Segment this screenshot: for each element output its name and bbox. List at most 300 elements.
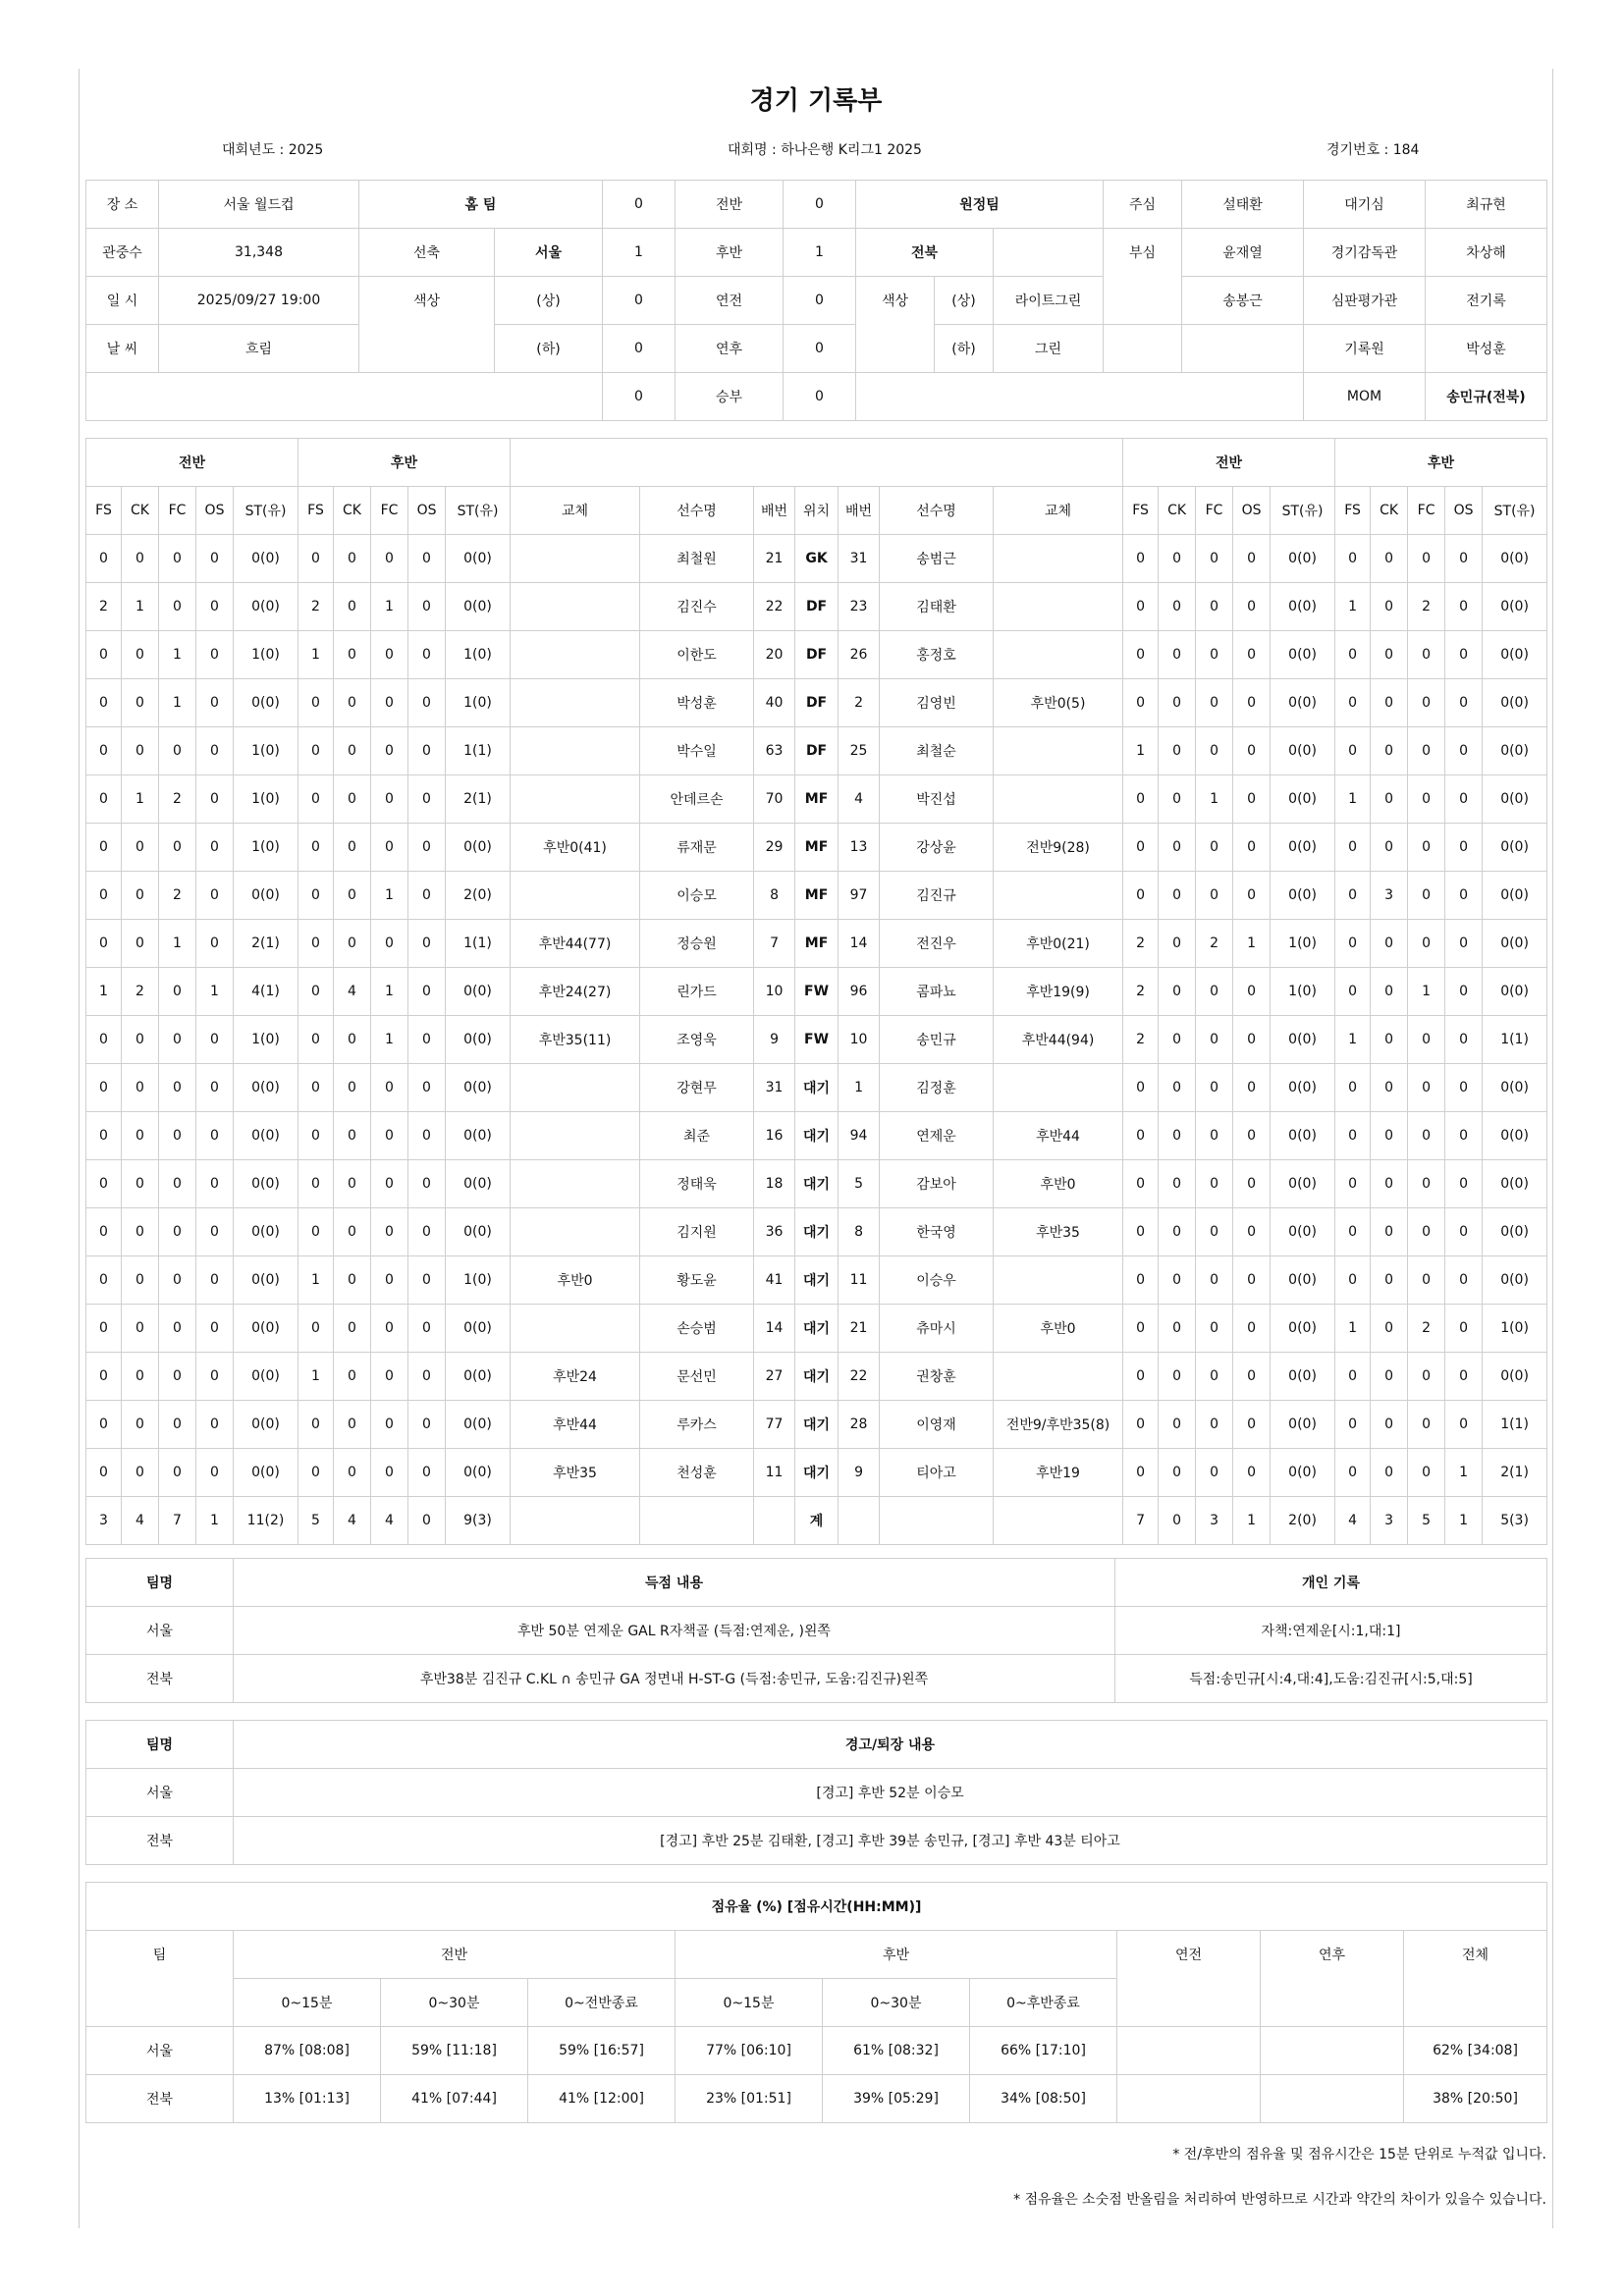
away-second-half-stat: 0 [1408, 824, 1445, 872]
away-player-name: 콤파뇨 [880, 968, 994, 1016]
stat-col-header: CK [122, 487, 159, 535]
home-first-half-stat: 0(0) [234, 872, 298, 920]
p3-label: 연전 [676, 277, 784, 325]
home-player-name: 이승모 [640, 872, 754, 920]
stat-col-header: FS [1123, 487, 1159, 535]
p3-home: 0 [603, 277, 676, 325]
home-second-half-stat: 1(0) [446, 631, 511, 679]
away-second-half-stat: 5(3) [1483, 1497, 1547, 1545]
player-row [86, 631, 1547, 679]
home-first-half-stat: 0 [196, 679, 234, 727]
away-second-half-stat: 1 [1445, 1449, 1483, 1497]
possession-value [1261, 2027, 1404, 2075]
away-player-number: 26 [839, 631, 880, 679]
away-first-half-stat: 0 [1159, 1449, 1196, 1497]
home-first-half-stat: 2 [122, 968, 159, 1016]
venue-label: 장 소 [86, 181, 159, 229]
home-first-half-stat: 0 [86, 920, 122, 968]
away-first-half-stat: 0 [1123, 679, 1159, 727]
home-second-half-stat: 0 [371, 1449, 408, 1497]
possession-value: 38% [20:50] [1404, 2075, 1547, 2123]
home-second-half-stat: 0 [408, 775, 446, 824]
possession-value: 59% [11:18] [381, 2027, 528, 2075]
stat-col-header: FC [371, 487, 408, 535]
home-substitution [511, 535, 640, 583]
home-substitution [511, 1497, 640, 1545]
home-first-half-stat: 0 [196, 1064, 234, 1112]
away-second-half-stat: 0 [1408, 1256, 1445, 1305]
home-first-half-stat: 0 [196, 1112, 234, 1160]
home-substitution [511, 872, 640, 920]
home-player-name: 강현무 [640, 1064, 754, 1112]
home-first-half-stat: 0 [122, 1256, 159, 1305]
home-first-half-stat: 0 [196, 1449, 234, 1497]
home-second-half-stat: 0 [408, 1208, 446, 1256]
home-first-half-stat: 0(0) [234, 535, 298, 583]
home-first-half-stat: 2 [86, 583, 122, 631]
away-second-half-stat: 0 [1371, 1112, 1408, 1160]
possession-sub-header: 0~후반종료 [970, 1979, 1117, 2027]
match-record-page [79, 69, 1553, 2228]
home-first-half-stat: 0 [86, 775, 122, 824]
player-row [86, 1160, 1547, 1208]
away-player-name: 김태환 [880, 583, 994, 631]
possession-sub-header: 0~15분 [676, 1979, 823, 2027]
home-second-half-stat: 0 [298, 872, 334, 920]
meta-year: 대회년도 : 2025 [222, 142, 324, 158]
home-first-half-stat: 0 [159, 1401, 196, 1449]
possession-row [86, 2027, 1547, 2075]
possession-value: 41% [07:44] [381, 2075, 528, 2123]
away-second-half-stat: 0 [1335, 1208, 1371, 1256]
away-second-half-stat: 0 [1445, 920, 1483, 968]
away-substitution: 전반9/후반35(8) [994, 1401, 1123, 1449]
home-player-name: 안데르손 [640, 775, 754, 824]
p1-label: 전반 [676, 181, 784, 229]
home-first-half-stat: 0 [159, 535, 196, 583]
away-second-half-stat: 0 [1371, 1064, 1408, 1112]
home-player-number: 16 [754, 1112, 795, 1160]
away-substitution [994, 1064, 1123, 1112]
away-player-number: 97 [839, 872, 880, 920]
possession-sub-header: 0~30분 [823, 1979, 970, 2027]
home-first-half-stat: 1(0) [234, 631, 298, 679]
away-player-name: 김진규 [880, 872, 994, 920]
goals-team-header: 팀명 [86, 1559, 234, 1607]
home-player-number: 7 [754, 920, 795, 968]
home-player-number: 21 [754, 535, 795, 583]
away-first-half-stat: 0 [1233, 1064, 1271, 1112]
date: 2025/09/27 19:00 [159, 277, 359, 325]
away-first-half-stat: 0(0) [1271, 775, 1335, 824]
possession-et1-header: 연전 [1117, 1931, 1261, 2027]
position: FW [795, 968, 839, 1016]
home-second-half-stat: 4 [334, 1497, 371, 1545]
home-second-half-stat: 0 [298, 968, 334, 1016]
away-second-half-stat: 0 [1445, 535, 1483, 583]
away-player-name: 전진우 [880, 920, 994, 968]
away-first-half-stat: 0 [1159, 1208, 1196, 1256]
away-first-half-stat: 0 [1233, 775, 1271, 824]
away-player-name: 송민규 [880, 1016, 994, 1064]
away-lower: 그린 [994, 325, 1104, 373]
away-second-half-stat: 0 [1408, 1208, 1445, 1256]
away-second-half-stat: 0(0) [1483, 824, 1547, 872]
home-player-number: 29 [754, 824, 795, 872]
away-first-half-stat: 0 [1159, 1305, 1196, 1353]
home-substitution [511, 583, 640, 631]
possession-total-header: 전체 [1404, 1931, 1547, 2027]
home-first-half-stat: 0 [196, 1160, 234, 1208]
super: 차상해 [1426, 229, 1547, 277]
home-second-half-stat: 0 [371, 1353, 408, 1401]
date-label: 일 시 [86, 277, 159, 325]
home-second-half-stat: 0 [334, 679, 371, 727]
away-first-half-stat: 0 [1159, 679, 1196, 727]
away-first-half-stat: 0(0) [1271, 679, 1335, 727]
p2-label: 후반 [676, 229, 784, 277]
center-header-blank [511, 439, 1123, 487]
away-first-half-stat: 0 [1196, 1112, 1233, 1160]
home-first-half-stat: 0(0) [234, 583, 298, 631]
away-second-half-stat: 0 [1445, 679, 1483, 727]
home-player-name: 류재문 [640, 824, 754, 872]
away-first-half-stat: 0 [1196, 1016, 1233, 1064]
away-second-half-stat: 0 [1335, 727, 1371, 775]
home-first-half-stat: 0 [122, 1064, 159, 1112]
home-second-half-stat: 1(1) [446, 920, 511, 968]
home-player-number: 31 [754, 1064, 795, 1112]
position: 대기 [795, 1064, 839, 1112]
away-second-half-stat: 0 [1335, 1256, 1371, 1305]
home-second-half-stat: 0 [298, 1016, 334, 1064]
away-second-half-stat: 0 [1371, 583, 1408, 631]
home-first-half-stat: 0(0) [234, 1305, 298, 1353]
weather: 흐림 [159, 325, 359, 373]
possession-value: 87% [08:08] [234, 2027, 381, 2075]
away-second-half-stat: 0(0) [1483, 1064, 1547, 1112]
home-first-half-stat: 0 [122, 1208, 159, 1256]
home-second-half-stat: 0(0) [446, 1305, 511, 1353]
stat-col-header: ST(유) [234, 487, 298, 535]
away-second-half-stat: 0 [1445, 1305, 1483, 1353]
away-substitution: 후반19 [994, 1449, 1123, 1497]
away-second-half-stat: 0(0) [1483, 535, 1547, 583]
home-player-number: 9 [754, 1016, 795, 1064]
away-first-half-stat: 0(0) [1271, 1305, 1335, 1353]
p4-label: 연후 [676, 325, 784, 373]
home-second-half-header: 후반 [298, 439, 511, 487]
home-second-half-stat: 0 [408, 727, 446, 775]
possession-et2-header: 연후 [1261, 1931, 1404, 2027]
home-second-half-stat: 5 [298, 1497, 334, 1545]
note-1: * 전/후반의 점유율 및 점유시간은 15분 단위로 누적값 입니다. [1172, 2147, 1546, 2163]
away-substitution: 후반19(9) [994, 968, 1123, 1016]
away-first-half-stat: 0 [1233, 968, 1271, 1016]
player-row [86, 1497, 1547, 1545]
position: DF [795, 631, 839, 679]
player-row [86, 1112, 1547, 1160]
away-second-half-stat: 2 [1408, 583, 1445, 631]
away-player-name: 연제운 [880, 1112, 994, 1160]
home-second-half-stat: 0 [298, 1064, 334, 1112]
home-second-half-stat: 1(1) [446, 727, 511, 775]
away-second-half-stat: 0 [1371, 1208, 1408, 1256]
home-first-half-stat: 0(0) [234, 1160, 298, 1208]
home-second-half-stat: 1 [298, 631, 334, 679]
away-second-half-stat: 0 [1408, 872, 1445, 920]
fourth-label: 대기심 [1304, 181, 1426, 229]
home-second-half-stat: 9(3) [446, 1497, 511, 1545]
away-substitution: 전반9(28) [994, 824, 1123, 872]
away-second-half-stat: 0(0) [1483, 920, 1547, 968]
away-substitution [994, 1256, 1123, 1305]
away-first-half-stat: 0 [1159, 1064, 1196, 1112]
possession-title: 점유율 (%) [점유시간(HH:MM)] [86, 1883, 1547, 1931]
away-first-half-stat: 0(0) [1271, 824, 1335, 872]
home-second-half-stat: 0 [298, 1208, 334, 1256]
cards-content: [경고] 후반 25분 김태환, [경고] 후반 39분 송민규, [경고] 후반 43분 티아고 [234, 1817, 1547, 1865]
home-player-number: 36 [754, 1208, 795, 1256]
home-first-half-stat: 0 [86, 631, 122, 679]
away-first-half-stat: 0 [1196, 1449, 1233, 1497]
away-second-half-stat: 2(1) [1483, 1449, 1547, 1497]
home-first-half-stat: 0 [196, 631, 234, 679]
home-first-half-stat: 0 [159, 727, 196, 775]
away-second-half-stat: 0 [1408, 1064, 1445, 1112]
goals-record: 득점:송민규[시:4,대:4],도움:김진규[시:5,대:5] [1115, 1655, 1547, 1703]
p4-away: 0 [784, 325, 856, 373]
away-first-half-stat: 0 [1159, 1353, 1196, 1401]
home-second-half-stat: 0(0) [446, 968, 511, 1016]
away-first-half-stat: 0 [1123, 583, 1159, 631]
home-second-half-stat: 4 [371, 1497, 408, 1545]
home-substitution [511, 679, 640, 727]
home-second-half-stat: 0 [408, 1449, 446, 1497]
home-first-half-stat: 0 [122, 1112, 159, 1160]
player-row [86, 679, 1547, 727]
away-second-half-stat: 5 [1408, 1497, 1445, 1545]
home-first-half-stat: 0 [196, 920, 234, 968]
home-second-half-stat: 0(0) [446, 583, 511, 631]
away-upper-label: (상) [935, 277, 994, 325]
away-second-half-stat: 1 [1408, 968, 1445, 1016]
away-player-name: 최철순 [880, 727, 994, 775]
away-first-half-stat: 0(0) [1271, 1401, 1335, 1449]
stat-col-header: FS [86, 487, 122, 535]
away-second-half-stat: 0 [1371, 679, 1408, 727]
away-second-half-stat: 0 [1408, 535, 1445, 583]
away-first-half-stat: 1 [1233, 1497, 1271, 1545]
home-second-half-stat: 0 [298, 1305, 334, 1353]
away-first-half-stat: 0 [1123, 775, 1159, 824]
away-first-half-stat: 2 [1123, 968, 1159, 1016]
position: 대기 [795, 1449, 839, 1497]
home-second-half-stat: 0 [371, 1305, 408, 1353]
away-second-half-stat: 0 [1335, 535, 1371, 583]
possession-value [1117, 2075, 1261, 2123]
away-first-half-stat: 0 [1196, 1256, 1233, 1305]
home-second-half-stat: 1 [298, 1353, 334, 1401]
eval-label: 심판평가관 [1304, 277, 1426, 325]
away-first-half-stat: 2(0) [1271, 1497, 1335, 1545]
away-first-half-stat: 1(0) [1271, 920, 1335, 968]
home-first-half-stat: 0 [159, 1064, 196, 1112]
away-first-half-stat: 0 [1233, 1401, 1271, 1449]
cards-team-header: 팀명 [86, 1721, 234, 1769]
position: GK [795, 535, 839, 583]
home-second-half-stat: 0(0) [446, 1208, 511, 1256]
kickoff-label: 선축 [359, 229, 495, 277]
cards-content-header: 경고/퇴장 내용 [234, 1721, 1547, 1769]
player-row [86, 583, 1547, 631]
home-first-half-stat: 0 [86, 1256, 122, 1305]
away-player-number: 10 [839, 1016, 880, 1064]
away-second-half-stat: 0(0) [1483, 1353, 1547, 1401]
away-first-half-stat: 0 [1123, 1353, 1159, 1401]
goals-content-header: 득점 내용 [234, 1559, 1115, 1607]
away-second-half-stat: 0 [1445, 631, 1483, 679]
away-second-half-stat: 0(0) [1483, 1208, 1547, 1256]
home-second-half-stat: 0 [334, 1112, 371, 1160]
away-substitution: 후반44 [994, 1112, 1123, 1160]
away-lower-label: (하) [935, 325, 994, 373]
p5-away: 0 [784, 373, 856, 421]
position: DF [795, 583, 839, 631]
weather-label: 날 씨 [86, 325, 159, 373]
home-second-half-stat: 0 [371, 1208, 408, 1256]
away-second-half-stat: 0(0) [1483, 679, 1547, 727]
home-second-half-stat: 0(0) [446, 824, 511, 872]
away-first-half-stat: 0 [1196, 679, 1233, 727]
away-first-half-stat: 0 [1233, 1353, 1271, 1401]
home-second-half-stat: 1 [371, 968, 408, 1016]
away-first-half-stat: 0(0) [1271, 1064, 1335, 1112]
possession-value [1261, 2075, 1404, 2123]
eval: 전기록 [1426, 277, 1547, 325]
home-first-half-stat: 0 [86, 1401, 122, 1449]
possession-sub-header: 0~15분 [234, 1979, 381, 2027]
player-header: 선수명 [880, 487, 994, 535]
position: MF [795, 920, 839, 968]
away-player-number: 5 [839, 1160, 880, 1208]
home-second-half-stat: 0 [334, 1401, 371, 1449]
home-second-half-stat: 0 [334, 920, 371, 968]
home-substitution [511, 727, 640, 775]
away-first-half-stat: 0 [1233, 872, 1271, 920]
p3-away: 0 [784, 277, 856, 325]
home-first-half-stat: 0 [159, 824, 196, 872]
home-player-name: 린가드 [640, 968, 754, 1016]
away-first-half-stat: 0 [1196, 1064, 1233, 1112]
home-substitution [511, 1160, 640, 1208]
away-first-half-stat: 0 [1196, 1160, 1233, 1208]
player-stats-table [85, 438, 1547, 1545]
home-second-half-stat: 0 [334, 631, 371, 679]
away-substitution: 후반0(5) [994, 679, 1123, 727]
goals-team: 전북 [86, 1655, 234, 1703]
position: 대기 [795, 1112, 839, 1160]
home-first-half-stat: 0(0) [234, 1256, 298, 1305]
possession-value: 59% [16:57] [528, 2027, 676, 2075]
home-second-half-stat: 0 [371, 775, 408, 824]
stat-col-header: OS [408, 487, 446, 535]
away-first-half-stat: 0 [1159, 1401, 1196, 1449]
away-player-name: 김영빈 [880, 679, 994, 727]
home-first-half-stat: 0 [86, 1353, 122, 1401]
away-player-number: 13 [839, 824, 880, 872]
home-second-half-stat: 0 [408, 1256, 446, 1305]
away-first-half-stat: 0 [1233, 1160, 1271, 1208]
away-second-half-stat: 0 [1335, 1449, 1371, 1497]
home-player-number: 18 [754, 1160, 795, 1208]
home-first-half-stat: 0(0) [234, 1064, 298, 1112]
away-second-half-stat: 1 [1335, 775, 1371, 824]
away-second-half-stat: 1 [1335, 1016, 1371, 1064]
home-player-name: 조영욱 [640, 1016, 754, 1064]
away-second-half-stat: 0 [1445, 1256, 1483, 1305]
home-second-half-stat: 0 [334, 1064, 371, 1112]
away-upper: 라이트그린 [994, 277, 1104, 325]
away-substitution [994, 1497, 1123, 1545]
away-first-half-stat: 0 [1233, 1016, 1271, 1064]
away-second-half-stat: 0 [1335, 1160, 1371, 1208]
possession-value: 62% [34:08] [1404, 2027, 1547, 2075]
away-second-half-stat: 0 [1371, 1401, 1408, 1449]
home-first-half-stat: 1(0) [234, 824, 298, 872]
home-player-name: 박성훈 [640, 679, 754, 727]
player-row [86, 872, 1547, 920]
home-first-half-stat: 0 [196, 583, 234, 631]
away-player-name: 츄마시 [880, 1305, 994, 1353]
away-first-half-stat: 0 [1159, 1160, 1196, 1208]
away-player-name: 송범근 [880, 535, 994, 583]
home-player-number: 10 [754, 968, 795, 1016]
away-first-half-stat: 0(0) [1271, 1449, 1335, 1497]
home-first-half-stat: 0 [122, 824, 159, 872]
home-substitution: 후반44 [511, 1401, 640, 1449]
possession-team: 전북 [86, 2075, 234, 2123]
away-player-number: 94 [839, 1112, 880, 1160]
position: DF [795, 679, 839, 727]
home-first-half-stat: 0(0) [234, 1208, 298, 1256]
home-second-half-stat: 0(0) [446, 1064, 511, 1112]
away-substitution [994, 1353, 1123, 1401]
goals-content: 후반38분 김진규 C.KL ∩ 송민규 GA 정면내 H-ST-G (득점:송민규, 도움:김진규)왼쪽 [234, 1655, 1115, 1703]
position-header: 위치 [795, 487, 839, 535]
home-second-half-stat: 2(1) [446, 775, 511, 824]
home-first-half-stat: 0 [122, 1160, 159, 1208]
home-player-name: 손승범 [640, 1305, 754, 1353]
player-row [86, 1305, 1547, 1353]
home-color-label: 색상 [412, 294, 441, 309]
away-second-half-stat: 0 [1408, 727, 1445, 775]
away-second-half-stat: 2 [1408, 1305, 1445, 1353]
home-second-half-stat: 0 [408, 679, 446, 727]
away-player-number: 25 [839, 727, 880, 775]
away-player-name: 박진섭 [880, 775, 994, 824]
away-second-half-stat: 0(0) [1483, 631, 1547, 679]
p4-home: 0 [603, 325, 676, 373]
away-second-half-stat: 0 [1408, 775, 1445, 824]
player-row [86, 1449, 1547, 1497]
stat-col-header: FS [298, 487, 334, 535]
away-second-half-stat: 1(0) [1483, 1305, 1547, 1353]
position: FW [795, 1016, 839, 1064]
home-first-half-stat: 0 [86, 1112, 122, 1160]
home-second-half-stat: 0 [371, 1064, 408, 1112]
home-first-half-stat: 0 [159, 968, 196, 1016]
